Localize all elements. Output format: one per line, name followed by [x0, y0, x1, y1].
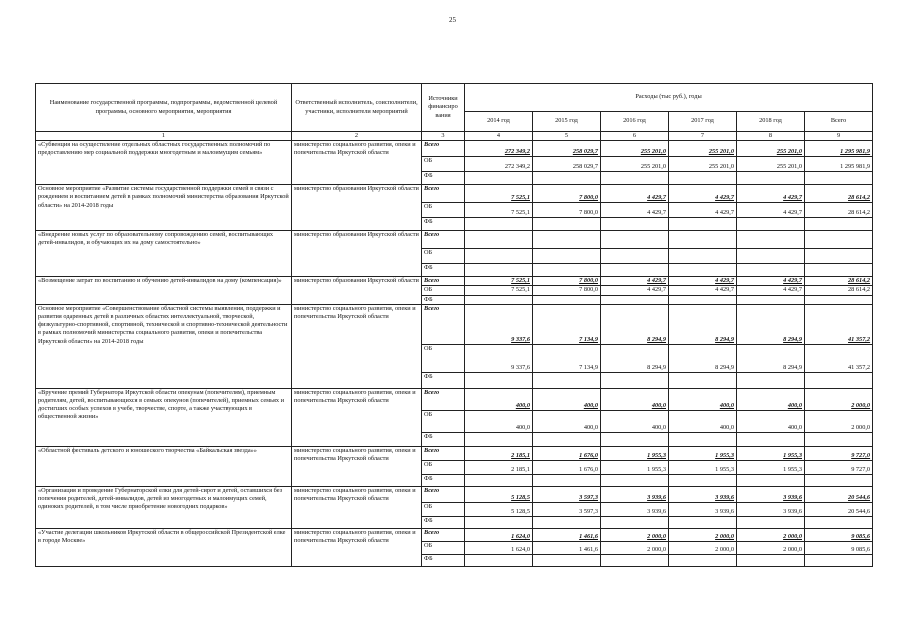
amount-year — [669, 516, 737, 528]
amount-total — [805, 249, 873, 264]
amount-total: 9 727,0 — [805, 460, 873, 474]
amount-year — [669, 446, 737, 460]
table-row — [36, 231, 873, 249]
amount-year — [465, 474, 533, 486]
amount-total — [805, 474, 873, 486]
amount-total-value: 2 185,1 — [511, 451, 530, 459]
amount-year — [601, 249, 669, 264]
amount-year — [669, 172, 737, 185]
column-number: 8 — [737, 132, 805, 141]
executor: министерство социального развития, опеки и попечительства Иркутской области — [292, 304, 422, 388]
amount-total: 1 295 981,9 — [805, 157, 873, 172]
amount-year: 4 429,7 — [737, 286, 805, 295]
amount-year: 4 429,7 — [669, 203, 737, 218]
amount-total-value: 1 624,0 — [511, 532, 530, 540]
header-source: Источники финансиро вания — [422, 84, 465, 132]
funding-source: ФБ — [422, 372, 465, 388]
amount-total-value: 1 295 981,9 — [840, 148, 871, 155]
amount-total-value: 3 939,6 — [647, 493, 666, 501]
activity-name: Основное мероприятие «Совершенствование областной системы выявления, поддержки и развития одаренных детей в различных областях интеллектуальной, творческой, физкультурно-спортивной, спортивной, технической и спортивно-технической деятельности в рамках полномочий министерства социального развития, опеки и попечительства Иркутской области» на 2014-2018 годы — [36, 304, 292, 388]
amount-total-value: 1 676,0 — [579, 451, 598, 459]
executor: министерство образования Иркутской области — [292, 231, 422, 277]
amount-total-value: 255 201,0 — [640, 148, 666, 155]
amount-year — [737, 249, 805, 264]
column-number: 4 — [465, 132, 533, 141]
column-number: 3 — [422, 132, 465, 141]
amount-year: 4 429,7 — [737, 203, 805, 218]
amount-total — [805, 432, 873, 446]
amount-year — [601, 185, 669, 203]
amount-total-value: 2 000,0 — [715, 532, 734, 540]
amount-total — [805, 528, 873, 541]
executor: министерство социального развития, опеки и попечительства Иркутской области — [292, 388, 422, 446]
amount-total-value: 3 597,3 — [579, 493, 598, 501]
amount-total-value: 7 525,1 — [511, 277, 530, 285]
amount-total-value: 1 955,3 — [647, 451, 666, 459]
amount-year — [601, 388, 669, 410]
amount-year: 400,0 — [669, 410, 737, 432]
amount-year: 7 525,1 — [465, 286, 533, 295]
amount-year — [737, 474, 805, 486]
amount-year: 3 597,3 — [533, 502, 601, 516]
amount-year — [601, 264, 669, 277]
amount-total-value: 255 201,0 — [708, 148, 734, 155]
amount-total-value: 4 429,7 — [715, 194, 734, 201]
funding-source: Всего — [422, 277, 465, 286]
amount-total-value: 28 614,2 — [848, 194, 871, 201]
funding-source: Всего — [422, 185, 465, 203]
budget-body — [36, 141, 873, 567]
amount-year — [737, 516, 805, 528]
amount-year — [465, 295, 533, 304]
amount-year — [533, 277, 601, 286]
column-numbers-row — [36, 132, 873, 141]
amount-total-value: 2 000,0 — [783, 532, 802, 540]
amount-year — [669, 474, 737, 486]
amount-year: 4 429,7 — [601, 286, 669, 295]
amount-total-value: 8 294,9 — [715, 335, 734, 343]
amount-total-value: 400,0 — [787, 401, 802, 409]
amount-year — [533, 141, 601, 157]
table-row — [36, 141, 873, 157]
amount-year — [465, 432, 533, 446]
amount-year: 3 939,6 — [737, 502, 805, 516]
amount-total: 41 357,2 — [805, 344, 873, 372]
amount-total-value: 3 939,6 — [783, 493, 802, 501]
amount-year — [737, 141, 805, 157]
amount-year — [533, 432, 601, 446]
funding-source: ОБ — [422, 460, 465, 474]
amount-total-value: 8 294,9 — [647, 335, 666, 343]
budget-table — [35, 83, 873, 567]
amount-year — [737, 231, 805, 249]
amount-year — [533, 372, 601, 388]
amount-year — [465, 486, 533, 502]
amount-year — [669, 218, 737, 231]
executor: министерство образования Иркутской области — [292, 277, 422, 305]
amount-year: 7 800,0 — [533, 286, 601, 295]
amount-year — [533, 388, 601, 410]
amount-total-value: 4 429,7 — [783, 277, 802, 285]
amount-total — [805, 277, 873, 286]
funding-source: ФБ — [422, 264, 465, 277]
amount-year — [669, 185, 737, 203]
amount-year — [533, 554, 601, 566]
amount-year: 272 349,2 — [465, 157, 533, 172]
activity-name: «Организация и проведение Губернаторской елки для детей-сирот и детей, оставшихся без попечения родителей, детей-инвалидов, детей из многодетных и малоимущих семей, одиноких родителей, в том числе приобретение новогодних подарков» — [36, 486, 292, 528]
amount-total-value: 5 128,5 — [511, 493, 530, 501]
amount-year — [601, 446, 669, 460]
table-row — [36, 388, 873, 410]
amount-year: 400,0 — [601, 410, 669, 432]
funding-source: Всего — [422, 388, 465, 410]
amount-year — [601, 295, 669, 304]
amount-year: 255 201,0 — [737, 157, 805, 172]
amount-year — [669, 277, 737, 286]
funding-source: ОБ — [422, 410, 465, 432]
amount-year — [601, 432, 669, 446]
amount-total — [805, 304, 873, 344]
amount-total — [805, 218, 873, 231]
amount-year — [669, 388, 737, 410]
amount-year — [465, 264, 533, 277]
amount-year — [533, 231, 601, 249]
funding-source: ОБ — [422, 344, 465, 372]
amount-year: 255 201,0 — [601, 157, 669, 172]
amount-total-value: 8 294,9 — [783, 335, 802, 343]
amount-total-value: 400,0 — [515, 401, 530, 409]
funding-source: ОБ — [422, 249, 465, 264]
amount-year — [601, 554, 669, 566]
funding-source: Всего — [422, 446, 465, 460]
amount-year: 8 294,9 — [737, 344, 805, 372]
amount-year — [533, 528, 601, 541]
amount-year — [669, 231, 737, 249]
amount-year — [533, 264, 601, 277]
amount-year: 2 185,1 — [465, 460, 533, 474]
amount-year — [465, 185, 533, 203]
header-executor: Ответственный исполнитель, соисполнители, участники, исполнители мероприятий — [292, 84, 422, 132]
activity-name: «Внедрение новых услуг по образовательному сопровождению семей, воспитывающих детей-инвалидов, и обучающих их на дому самостоятельно» — [36, 231, 292, 277]
amount-year — [601, 141, 669, 157]
amount-total-value: 20 544,6 — [848, 493, 871, 501]
amount-year — [737, 185, 805, 203]
header-expenses: Расходы (тыс руб.), годы — [465, 84, 873, 112]
amount-year — [601, 304, 669, 344]
activity-name: «Участие делегации школьников Иркутской области в общероссийской Президентской елке в городе Москве» — [36, 528, 292, 566]
funding-source: ОБ — [422, 157, 465, 172]
amount-total-value: 1 955,3 — [783, 451, 802, 459]
amount-year — [465, 172, 533, 185]
table-row — [36, 446, 873, 460]
amount-total-value: 258 029,7 — [572, 148, 598, 155]
amount-year — [533, 516, 601, 528]
amount-year — [669, 554, 737, 566]
activity-name: «Субвенция на осуществление отдельных областных государственных полномочий по предоставлению мер социальной поддержки многодетным и малоимущим семьям» — [36, 141, 292, 185]
header-year: 2016 год — [601, 112, 669, 132]
amount-year: 3 939,6 — [601, 502, 669, 516]
amount-total — [805, 295, 873, 304]
column-number: 6 — [601, 132, 669, 141]
amount-year — [737, 432, 805, 446]
amount-total-value: 3 939,6 — [715, 493, 734, 501]
amount-total — [805, 516, 873, 528]
activity-name: Основное мероприятие «Развитие системы государственной поддержки семей в связи с рождением и воспитанием детей в рамках полномочий министерства образования Иркутской области» на 2014-2018 годы — [36, 185, 292, 231]
amount-total-value: 28 614,2 — [848, 277, 871, 285]
amount-year — [601, 277, 669, 286]
header-name: Наименование государственной программы, подпрограммы, ведомственной целевой программы, основного мероприятия, мероприятия — [36, 84, 292, 132]
amount-year: 2 000,0 — [737, 541, 805, 554]
funding-source: ФБ — [422, 516, 465, 528]
amount-year — [465, 231, 533, 249]
table-row — [36, 277, 873, 286]
amount-year — [465, 528, 533, 541]
amount-total-value: 4 429,7 — [647, 194, 666, 201]
amount-total — [805, 185, 873, 203]
amount-year: 1 676,0 — [533, 460, 601, 474]
funding-source: ФБ — [422, 474, 465, 486]
amount-year — [669, 295, 737, 304]
amount-year — [737, 372, 805, 388]
table-row — [36, 528, 873, 541]
column-number: 7 — [669, 132, 737, 141]
funding-source: ФБ — [422, 432, 465, 446]
funding-source: ФБ — [422, 295, 465, 304]
header-year: 2017 год — [669, 112, 737, 132]
amount-year — [465, 554, 533, 566]
amount-total-value: 9 085,6 — [851, 532, 871, 540]
amount-total-value: 7 134,9 — [579, 335, 598, 343]
funding-source: ОБ — [422, 502, 465, 516]
amount-year: 400,0 — [533, 410, 601, 432]
amount-total-value: 9 727,0 — [851, 451, 871, 459]
amount-year: 7 800,0 — [533, 203, 601, 218]
amount-total — [805, 264, 873, 277]
header-year: 2018 год — [737, 112, 805, 132]
amount-total — [805, 554, 873, 566]
header-year: 2014 год — [465, 112, 533, 132]
header-total: Всего — [805, 112, 873, 132]
activity-name: «Возмещение затрат по воспитанию и обучению детей-инвалидов на дому (компенсация)» — [36, 277, 292, 305]
column-number: 1 — [36, 132, 292, 141]
amount-year — [669, 264, 737, 277]
amount-year: 400,0 — [465, 410, 533, 432]
page-number: 25 — [449, 16, 456, 24]
amount-year — [669, 528, 737, 541]
amount-total-value: 4 429,7 — [783, 194, 802, 201]
amount-total — [805, 446, 873, 460]
executor: министерство социального развития, опеки и попечительства Иркутской области — [292, 446, 422, 486]
amount-year — [669, 432, 737, 446]
funding-source: ФБ — [422, 172, 465, 185]
amount-year: 258 029,7 — [533, 157, 601, 172]
amount-year — [737, 264, 805, 277]
amount-total: 2 000,0 — [805, 410, 873, 432]
funding-source: Всего — [422, 528, 465, 541]
amount-year — [601, 218, 669, 231]
amount-total-value: 400,0 — [583, 401, 598, 409]
amount-total — [805, 486, 873, 502]
amount-total — [805, 388, 873, 410]
amount-year: 2 000,0 — [669, 541, 737, 554]
funding-source: ОБ — [422, 541, 465, 554]
amount-year — [533, 172, 601, 185]
amount-year: 4 429,7 — [669, 286, 737, 295]
amount-total: 28 614,2 — [805, 203, 873, 218]
amount-year — [669, 372, 737, 388]
amount-total-value: 2 000,0 — [647, 532, 666, 540]
amount-year — [737, 486, 805, 502]
amount-total: 20 544,6 — [805, 502, 873, 516]
amount-year — [533, 295, 601, 304]
amount-year — [737, 304, 805, 344]
column-number: 2 — [292, 132, 422, 141]
amount-year: 1 955,3 — [669, 460, 737, 474]
amount-year — [737, 528, 805, 541]
amount-year — [669, 141, 737, 157]
amount-total-value: 7 525,1 — [511, 194, 530, 201]
executor: министерство социального развития, опеки и попечительства Иркутской области — [292, 486, 422, 528]
amount-year — [601, 372, 669, 388]
funding-source: ОБ — [422, 203, 465, 218]
amount-year — [533, 474, 601, 486]
amount-total-value: 7 800,0 — [579, 194, 598, 201]
amount-year — [465, 218, 533, 231]
amount-year — [533, 185, 601, 203]
amount-year: 400,0 — [737, 410, 805, 432]
amount-year — [601, 474, 669, 486]
amount-total-value: 9 337,6 — [511, 335, 530, 343]
activity-name: «Областной фестиваль детского и юношеского творчества «Байкальская звезда»» — [36, 446, 292, 486]
amount-year — [465, 446, 533, 460]
funding-source: ФБ — [422, 218, 465, 231]
amount-year — [533, 218, 601, 231]
header-row — [36, 84, 873, 112]
amount-total-value: 255 201,0 — [776, 148, 802, 155]
amount-total-value: 1 461,6 — [579, 532, 598, 540]
funding-source: Всего — [422, 304, 465, 344]
executor: министерство образования Иркутской области — [292, 185, 422, 231]
amount-year — [601, 231, 669, 249]
amount-year — [669, 249, 737, 264]
amount-year — [737, 218, 805, 231]
amount-year — [533, 446, 601, 460]
executor: министерство социального развития, опеки и попечительства Иркутской области — [292, 141, 422, 185]
amount-total-value: 1 955,3 — [715, 451, 734, 459]
column-number: 5 — [533, 132, 601, 141]
amount-year: 3 939,6 — [669, 502, 737, 516]
amount-total-value: 400,0 — [719, 401, 734, 409]
amount-year: 4 429,7 — [601, 203, 669, 218]
amount-year — [465, 304, 533, 344]
amount-year: 7 525,1 — [465, 203, 533, 218]
funding-source: Всего — [422, 141, 465, 157]
amount-total-value: 7 800,0 — [579, 277, 598, 285]
amount-year: 1 955,3 — [601, 460, 669, 474]
amount-total-value: 4 429,7 — [715, 277, 734, 285]
amount-total: 9 085,6 — [805, 541, 873, 554]
amount-year — [669, 486, 737, 502]
amount-total-value: 400,0 — [651, 401, 666, 409]
amount-year — [533, 304, 601, 344]
amount-year — [601, 516, 669, 528]
executor: министерство социального развития, опеки и попечительства Иркутской области — [292, 528, 422, 566]
amount-total-value: 2 000,0 — [851, 401, 871, 409]
amount-year — [737, 554, 805, 566]
amount-total — [805, 172, 873, 185]
table-row — [36, 304, 873, 344]
funding-source: Всего — [422, 486, 465, 502]
amount-year: 1 461,6 — [533, 541, 601, 554]
funding-source: Всего — [422, 231, 465, 249]
amount-year: 5 128,5 — [465, 502, 533, 516]
amount-year: 2 000,0 — [601, 541, 669, 554]
amount-total — [805, 231, 873, 249]
column-number: 9 — [805, 132, 873, 141]
amount-year — [533, 249, 601, 264]
amount-year — [669, 304, 737, 344]
amount-year — [465, 516, 533, 528]
amount-total: 28 614,2 — [805, 286, 873, 295]
amount-year: 8 294,9 — [601, 344, 669, 372]
amount-year — [533, 486, 601, 502]
table-row — [36, 486, 873, 502]
amount-total-value: 4 429,7 — [647, 277, 666, 285]
amount-year — [465, 388, 533, 410]
funding-source: ОБ — [422, 286, 465, 295]
table-row — [36, 185, 873, 203]
amount-year — [737, 388, 805, 410]
amount-year: 7 134,9 — [533, 344, 601, 372]
funding-source: ФБ — [422, 554, 465, 566]
amount-year — [601, 172, 669, 185]
amount-year — [601, 528, 669, 541]
amount-year: 9 337,6 — [465, 344, 533, 372]
header-year: 2015 год — [533, 112, 601, 132]
amount-total — [805, 372, 873, 388]
amount-year — [737, 172, 805, 185]
amount-year: 1 955,3 — [737, 460, 805, 474]
amount-year — [465, 277, 533, 286]
amount-total — [805, 141, 873, 157]
amount-year: 8 294,9 — [669, 344, 737, 372]
amount-year — [465, 372, 533, 388]
amount-year: 255 201,0 — [669, 157, 737, 172]
amount-year — [601, 486, 669, 502]
activity-name: «Вручение премий Губернатора Иркутской области опекунам (попечителям), приемным родителям, детей, воспитывающихся в семьях опекунов (попечителей), приемных семьях и достигших особых успехов в учебе, творчестве, спорте, а также участвующих в общественной жизни» — [36, 388, 292, 446]
amount-total-value: 41 357,2 — [848, 335, 871, 343]
amount-year — [465, 141, 533, 157]
amount-year — [465, 249, 533, 264]
amount-year — [737, 277, 805, 286]
amount-year — [737, 295, 805, 304]
amount-year — [737, 446, 805, 460]
amount-year: 1 624,0 — [465, 541, 533, 554]
amount-total-value: 272 349,2 — [504, 148, 530, 155]
